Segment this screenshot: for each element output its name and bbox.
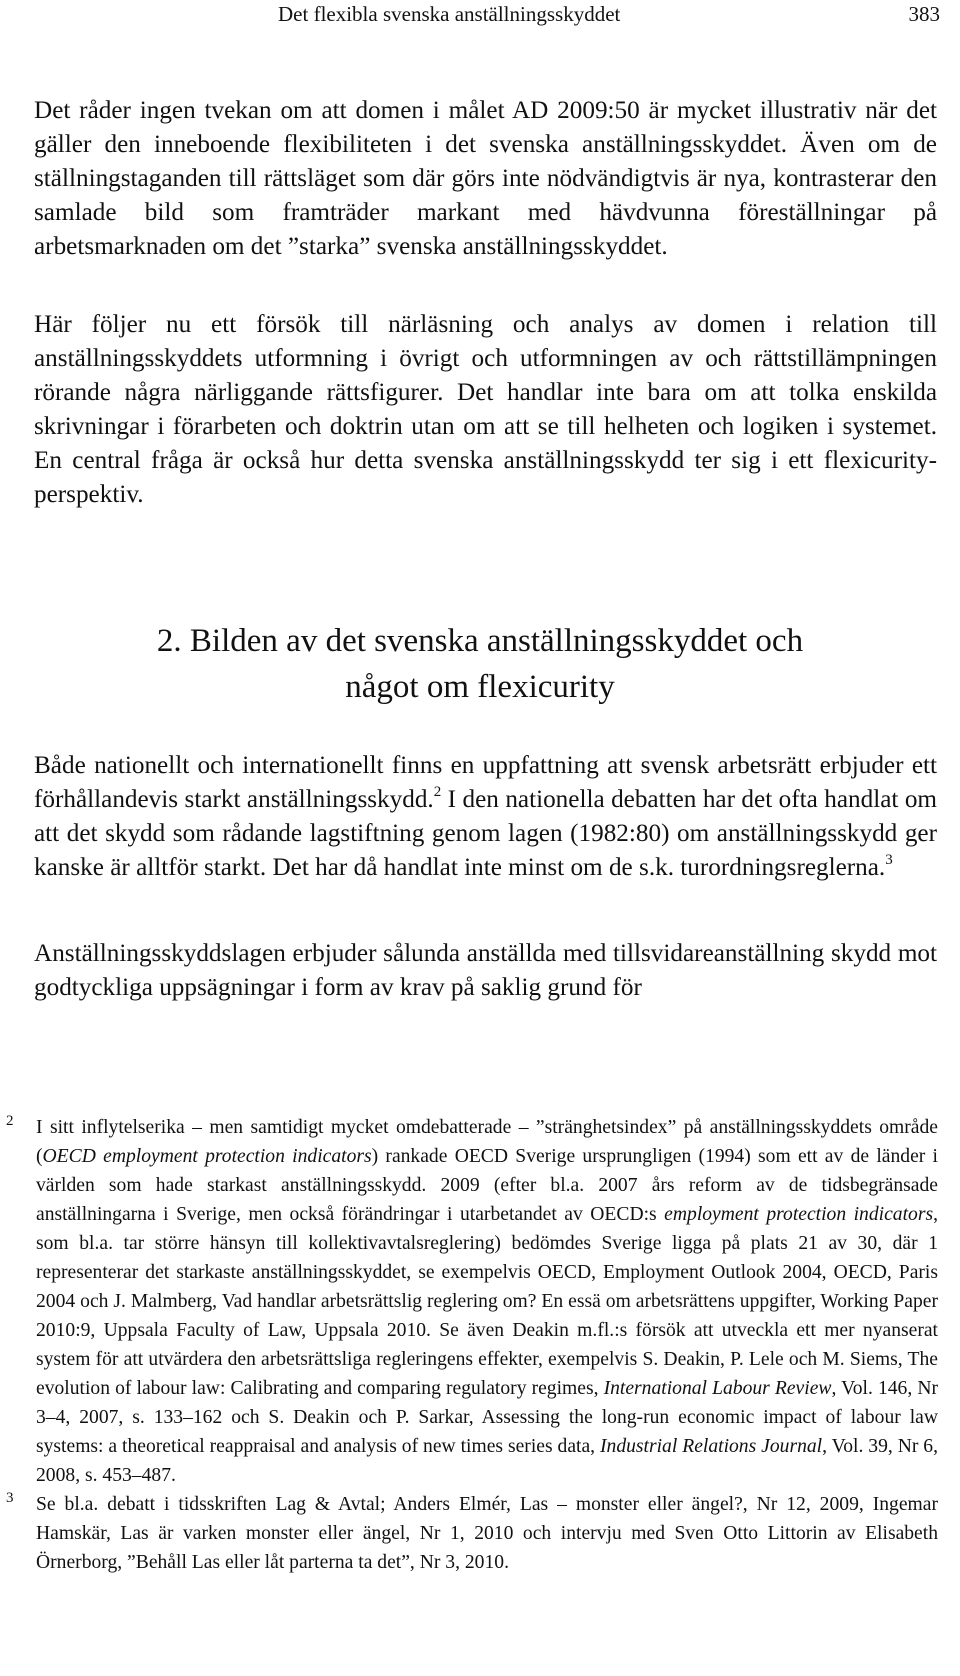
section-heading-line-1: 2. Bilden av det svenska anställningsskyddet och xyxy=(156,623,804,659)
page-number: 383 xyxy=(908,2,940,26)
footnote-2-text xyxy=(36,1113,938,1490)
footnote-2-italic-3: International Labour Review xyxy=(603,1378,832,1399)
paragraph-2 xyxy=(34,308,937,512)
paragraph-3-part-1: Både nationellt och internationellt finns en uppfattning att svensk arbetsrätt erbjuder ett förhållandevis starkt anställningsskydd. xyxy=(34,752,937,813)
footnote-3-number: 3 xyxy=(6,1490,14,1506)
footnote-3-text: Se bl.a. debatt i tidsskriften Lag & Avtal; Anders Elmér, Las – monster eller ängel?, Nr 12, 2009, Ingemar Hamskär, Las är varken monster eller ängel, Nr 1, 2010 och intervju med Sven Otto Littorin av Elisabeth Örnerborg, ”Behåll Las eller låt parterna ta det”, Nr 3, 2010. xyxy=(36,1494,938,1573)
paragraph-3-part-2: I den nationella debatten har det ofta handlat om att det skydd som rådande lagstiftning genom lagen (1982:80) om anställningsskydd ger kanske är alltför starkt. Det har då handlat inte minst om de s.k. turordningsreglerna. xyxy=(34,786,938,881)
footnote-2-italic-2: employment protection indicators xyxy=(664,1204,934,1225)
footnote-2-number: 2 xyxy=(6,1113,14,1129)
running-header xyxy=(0,2,960,32)
footnote-reference-2: 2 xyxy=(433,783,442,800)
paragraph-2-text: Här följer nu ett försök till närläsning och analys av domen i relation till anställningsskyddets utformning i övrigt och utformningen av och rättstillämpningen rörande några närliggande rättsfigurer. Det handlar inte bara om att tolka enskilda skrivningar i förarbeten och doktrin utan om att se till helheten och logiken i systemet. En central fråga är också hur detta svenska anställningsskydd ter sig i ett flexicurity-perspektiv. xyxy=(34,311,937,508)
footnote-2 xyxy=(6,1113,938,1490)
footnote-reference-3: 3 xyxy=(885,851,893,868)
paragraph-4-text: Anställningsskyddslagen erbjuder sålunda anställda med tillsvidareanställning skydd mot godtyckliga uppsägningar i form av krav på saklig grund för xyxy=(34,940,937,1001)
paragraph-1 xyxy=(34,94,937,264)
section-heading xyxy=(0,618,960,710)
paragraph-3 xyxy=(34,749,937,885)
footnote-2-segment-4: , Vol. 146, Nr 3–4, 2007, s. 133–162 och S. Deakin och P. Sarkar, Assessing the long-run economic impact of labour law systems: a theoretical reappraisal and analysis of new times series data, xyxy=(36,1378,939,1457)
paragraph-1-text: Det råder ingen tvekan om att domen i målet AD 2009:50 är mycket illustrativ när det gäller den inneboende flexibiliteten i det svenska anställningsskyddet. Även om de ställningstaganden till rättsläget som där görs inte nödvändigtvis är nya, kontrasterar den samlade bild som framträder markant med hävdvunna föreställningar på arbetsmarknaden om det ”starka” svenska anställningsskyddet. xyxy=(34,97,937,260)
section-heading-line-2: något om flexicurity xyxy=(345,669,615,705)
footnote-2-segment-3: , som bl.a. tar större hänsyn till kollektivavtalsreglering) bedömdes Sverige ligga på plats 21 av 30, där 1 representerar det starkaste anställningsskyddet, se exempelvis OECD, Employment Outlook 2004, OECD, Paris 2004 och J. Malmberg, Vad handlar arbetsrättslig reglering om? En essä om arbetsrättens uppgifter, Working Paper 2010:9, Uppsala Faculty of Law, Uppsala 2010. Se även Deakin m.fl.:s försök att utveckla ett mer nyanserat system för att utvärdera den arbetsrättsliga regleringens effekter, exempelvis S. Deakin, P. Lele och M. Siems, The evolution of labour law: Calibrating and comparing regulatory regimes, xyxy=(36,1204,938,1399)
footnotes xyxy=(6,1113,938,1577)
footnote-3 xyxy=(6,1490,938,1577)
paragraph-3-text xyxy=(34,749,937,885)
footnote-2-segment-5: , Vol. 39, Nr 6, 2008, s. 453–487. xyxy=(36,1436,939,1486)
footnote-2-italic-1: OECD employment protection indicators xyxy=(42,1146,372,1167)
footnote-2-segment-2: ) rankade OECD Sverige ursprungligen (1994) som ett av de länder i världen som hade starkast anställningsskydd. 2009 (efter bl.a. 2007 års reform av de tidsbegränsade anställningarna i Sverige, men också förändringar i utarbetandet av OECD:s xyxy=(36,1146,938,1225)
running-title: Det flexibla svenska anställningsskyddet xyxy=(278,2,621,26)
paragraph-4 xyxy=(34,937,937,1005)
footnote-2-segment-1: I sitt inflytelserika – men samtidigt mycket omdebatterade – ”stränghetsindex” på anställningsskyddets område ( xyxy=(36,1117,938,1167)
footnote-2-italic-4: Industrial Relations Journal xyxy=(600,1436,823,1457)
